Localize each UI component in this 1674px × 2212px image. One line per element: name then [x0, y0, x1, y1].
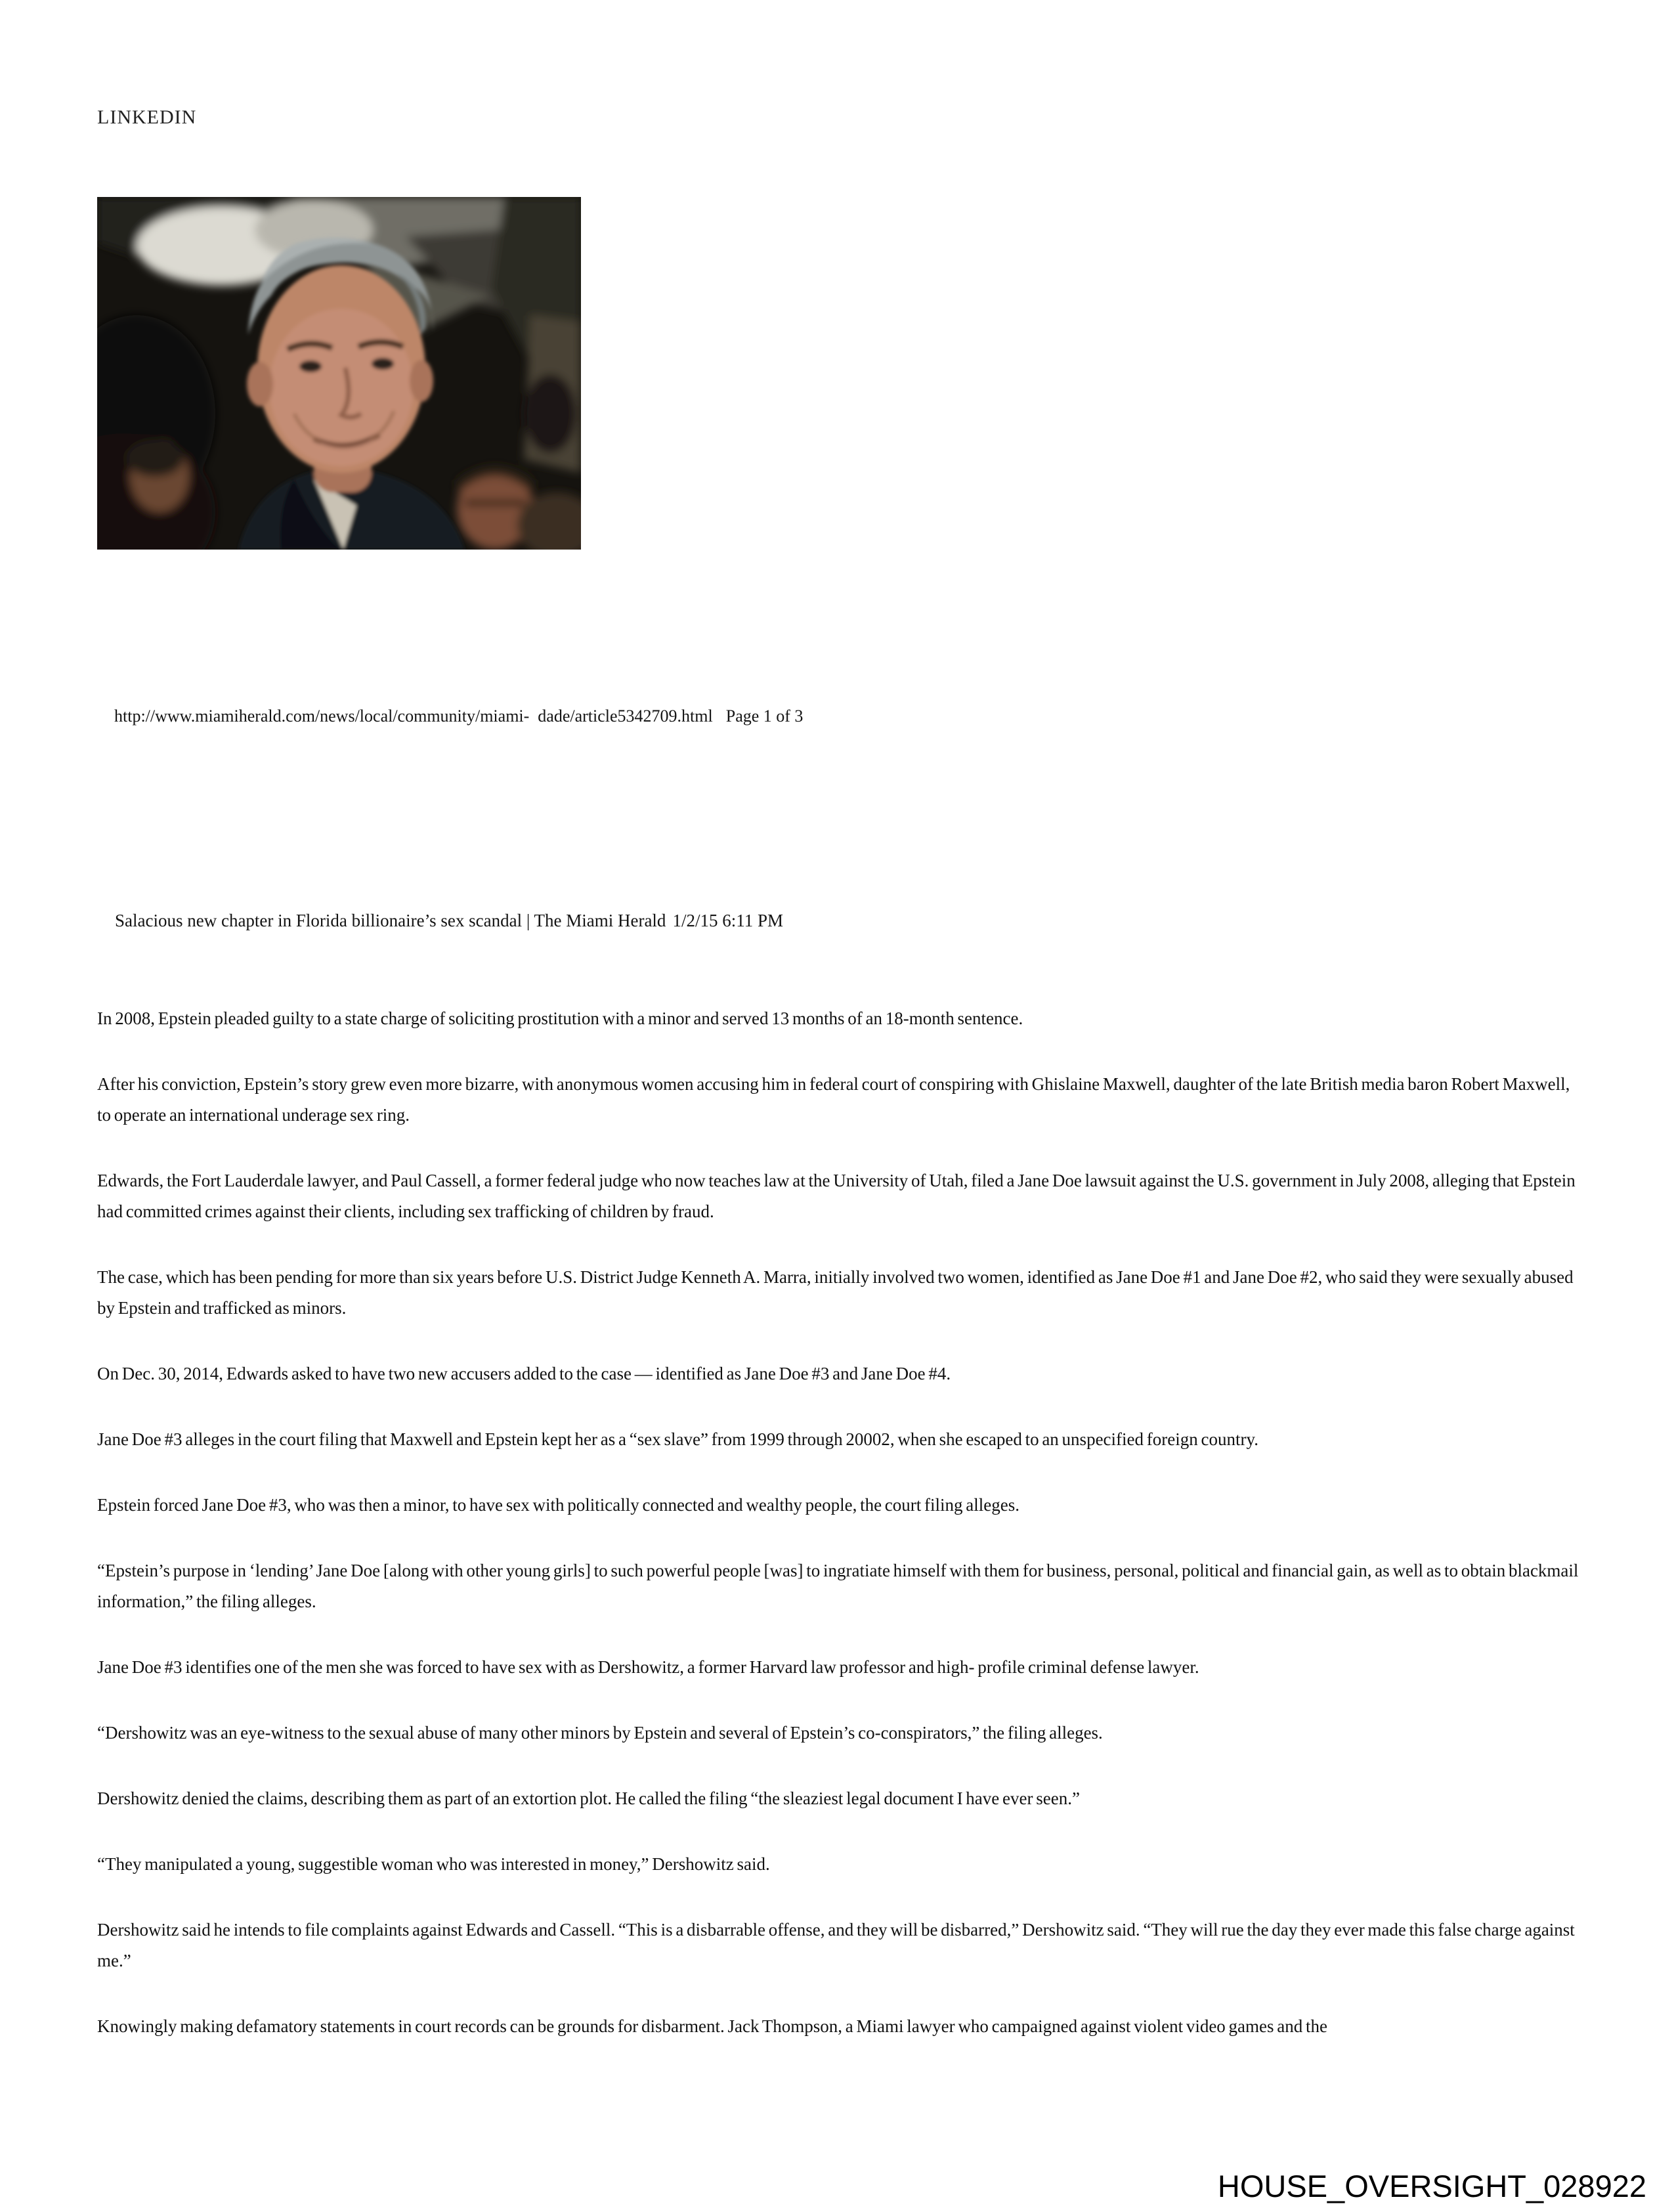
linkedin-label: LINKEDIN: [97, 106, 197, 128]
article-paragraph: “Dershowitz was an eye-witness to the sexual abuse of many other minors by Epstein and several of Epstein’s co-conspirators,” the filing alleges.: [97, 1723, 1103, 1743]
article-paragraph: “Epstein’s purpose in ‘lending’ Jane Doe [along with other young girls] to such powerful people [was] to ingratiate himself with them for business, personal, political and financial gain, as well as to obtain blackmail information,” the filing alleges.: [97, 1561, 1579, 1611]
portrait-photo-graphic: [97, 197, 581, 550]
source-url: http://www.miamiherald.com/news/local/community/miami- dade/article5342709.html: [114, 706, 713, 726]
article-body: [97, 1003, 1585, 2077]
article-paragraph: “They manipulated a young, suggestible woman who was interested in money,” Dershowitz said.: [97, 1854, 770, 1874]
article-title: Salacious new chapter in Florida billionaire’s sex scandal | The Miami Herald: [115, 911, 666, 930]
article-paragraph: Edwards, the Fort Lauderdale lawyer, and Paul Cassell, a former federal judge who now teaches law at the University of Utah, filed a Jane Doe lawsuit against the U.S. government in July 2008, alleging that Epstein had committed crimes against their clients, including sex trafficking of children by fraud.: [97, 1171, 1576, 1221]
article-photo: [97, 197, 581, 550]
url-line: [97, 687, 803, 746]
article-paragraph: In 2008, Epstein pleaded guilty to a state charge of soliciting prostitution with a minor and served 13 months of an 18-month sentence.: [97, 1008, 1023, 1028]
article-paragraph: Dershowitz denied the claims, describing them as part of an extortion plot. He called the filing “the sleaziest legal document I have ever seen.”: [97, 1789, 1080, 1808]
article-paragraph: After his conviction, Epstein’s story grew even more bizarre, with anonymous women accusing him in federal court of conspiring with Ghislaine Maxwell, daughter of the late British media baron Robert Maxwell, to operate an international underage sex ring.: [97, 1074, 1570, 1125]
bates-stamp: HOUSE_OVERSIGHT_028922: [1217, 2169, 1646, 2203]
article-paragraph: The case, which has been pending for more than six years before U.S. District Judge Kenneth A. Marra, initially involved two women, identified as Jane Doe #1 and Jane Doe #2, who said they were sexually abused by Epstein and trafficked as minors.: [97, 1267, 1574, 1318]
article-header-line: [97, 890, 783, 951]
article-paragraph: Jane Doe #3 alleges in the court filing that Maxwell and Epstein kept her as a “sex slave” from 1999 through 20002, when she escaped to an unspecified foreign country.: [97, 1429, 1258, 1449]
article-paragraph: Dershowitz said he intends to file complaints against Edwards and Cassell. “This is a disbarrable offense, and they will be disbarred,” Dershowitz said. “They will rue the day they ever made this false charge against me.”: [97, 1920, 1575, 1970]
article-paragraph: Jane Doe #3 identifies one of the men she was forced to have sex with as Dershowitz, a former Harvard law professor and high- profile criminal defense lawyer.: [97, 1657, 1199, 1677]
article-paragraph: Epstein forced Jane Doe #3, who was then a minor, to have sex with politically connected and wealthy people, the court filing alleges.: [97, 1495, 1019, 1515]
page-indicator: Page 1 of 3: [725, 706, 804, 726]
article-paragraph: On Dec. 30, 2014, Edwards asked to have two new accusers added to the case — identified as Jane Doe #3 and Jane Doe #4.: [97, 1364, 951, 1383]
article-paragraph: Knowingly making defamatory statements in court records can be grounds for disbarment. Jack Thompson, a Miami lawyer who campaigned against violent video games and the: [97, 2016, 1327, 2036]
article-timestamp: 1/2/15 6:11 PM: [672, 911, 783, 930]
